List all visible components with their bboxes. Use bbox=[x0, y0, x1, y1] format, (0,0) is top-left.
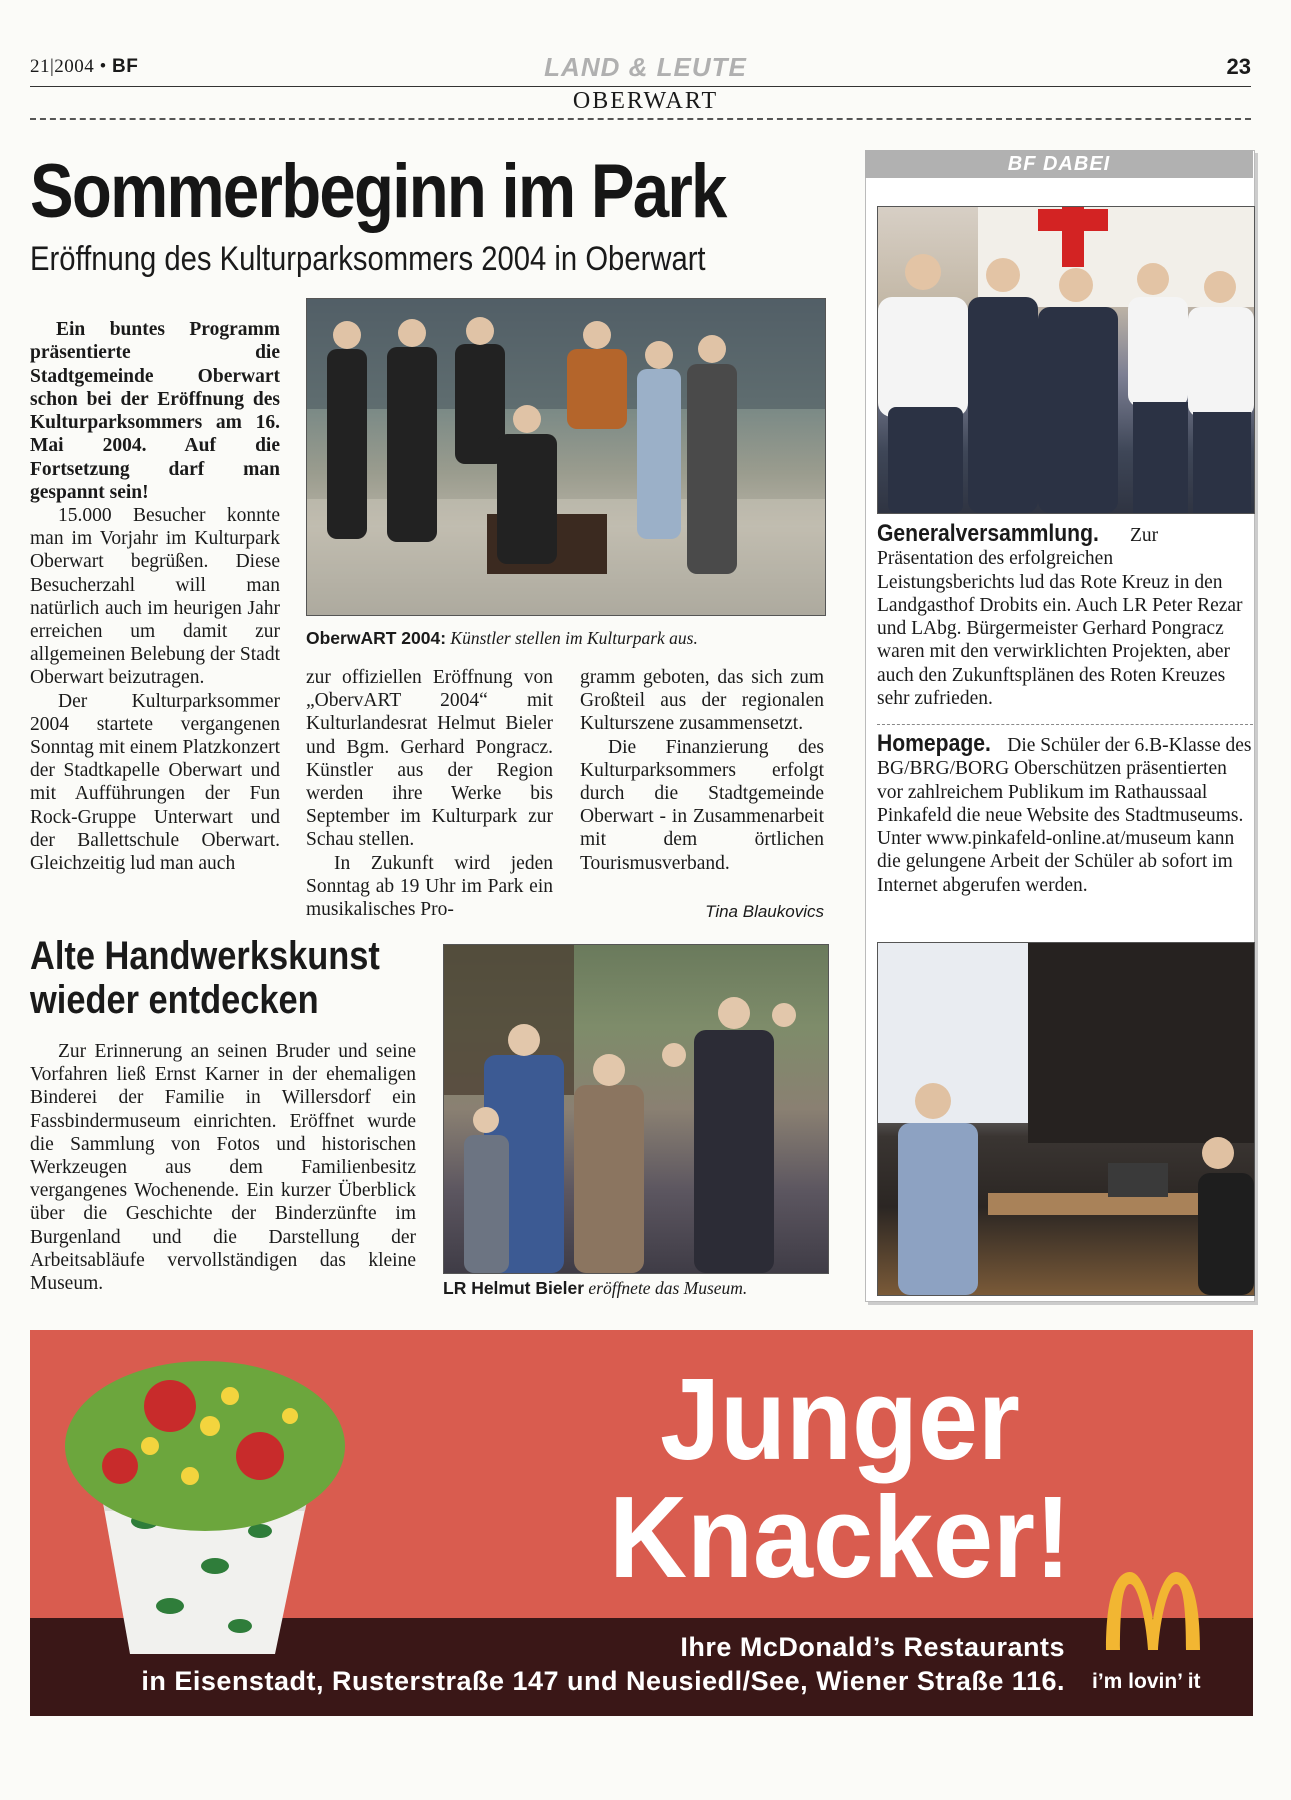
paragraph: 15.000 Besucher konnte man im Vorjahr im Kulturpark Oberwart begrüßen. Diese Besucherzahl will man natürlich auch im heurigen Jahr erreichen um damit zur allgemeinen Belebung der Stadt Oberwart beizutragen. bbox=[30, 505, 280, 689]
red-cross-photo-illustration bbox=[878, 207, 1254, 513]
sidebar-item-title: Homepage. bbox=[877, 730, 991, 757]
museum-opening-photo bbox=[443, 944, 829, 1274]
sidebar-tab-label: BF DABEI bbox=[1007, 153, 1111, 175]
headline-line: wieder entdecken bbox=[30, 978, 319, 1022]
ad-headline bbox=[580, 1354, 1101, 1602]
paragraph: zur offiziellen Eröffnung von „ObervART 2004“ mit Kulturlandesrat Helmut Bieler und Bgm. Gerhard Pongracz. Künstler aus der Region werden ihre Werke bis September im Kulturpark zur Schau stellen. bbox=[306, 667, 553, 851]
issue-number: 21|2004 bbox=[30, 56, 95, 77]
artists-photo-illustration bbox=[307, 299, 825, 615]
photo-caption bbox=[443, 1278, 747, 1299]
caption-label: OberwART 2004: bbox=[306, 628, 447, 648]
caption-text: eröffnete das Museum. bbox=[588, 1278, 748, 1298]
golden-arches-logo-icon bbox=[1102, 1570, 1204, 1652]
paragraph: Der Kulturparksommer 2004 startete vergangenen Sonntag mit einem Platzkonzert der Stadtkapelle Oberwart und mit Aufführungen der Fun Rock-Gruppe Unterwart und der Ballettschule Oberwart. Gleichzeitig lud man auch bbox=[30, 690, 280, 875]
red-cross-photo bbox=[877, 206, 1255, 514]
header-divider bbox=[30, 118, 1251, 120]
sidebar-item-title: Generalversammlung. bbox=[877, 520, 1099, 547]
headline-line: Alte Handwerkskunst bbox=[30, 934, 380, 978]
ad-text-line: in Eisenstadt, Rusterstraße 147 und Neusiedl/See, Wiener Straße 116. bbox=[141, 1666, 1065, 1696]
artists-group-photo bbox=[306, 298, 826, 616]
sidebar-item-text: Die Schüler der 6.B-Klasse des BG/BRG/BORG Oberschützen präsentierten vor zahlreichem Publikum im Rathaussaal Pinkafeld die neue Website des Stadtmuseums. Unter www.pinkafeld-online.at/museum kann die gelungene Arbeit der Schüler ab sofort im Internet abgerufen werden. bbox=[877, 735, 1252, 896]
page-number: 23 bbox=[1226, 54, 1251, 79]
ad-text-line: Ihre McDonald’s Restaurants bbox=[680, 1632, 1065, 1662]
article2-headline bbox=[30, 934, 380, 1022]
caption-text: Künstler stellen im Kulturpark aus. bbox=[450, 628, 698, 648]
paper-name: BF bbox=[111, 56, 139, 77]
ad-headline-line: Junger bbox=[660, 1354, 1020, 1484]
salad-cup-image bbox=[60, 1336, 380, 1654]
author-byline: Tina Blaukovics bbox=[705, 902, 824, 921]
golden-arches-shape bbox=[1102, 1570, 1204, 1652]
article-headline: Sommerbeginn im Park bbox=[30, 149, 726, 234]
paragraph: Die Finanzierung des Kulturparksommers erfolgt durch die Stadtgemeinde Oberwart - in Zusammenarbeit mit dem örtlichen Tourismusverband. bbox=[580, 736, 824, 874]
sidebar-item-homepage bbox=[877, 732, 1253, 897]
ad-headline-line: Knacker! bbox=[609, 1472, 1071, 1602]
article-subhead: Eröffnung des Kulturparksommers 2004 in Oberwart bbox=[30, 240, 706, 278]
sidebar-item-general-assembly bbox=[877, 522, 1253, 710]
article-column-1 bbox=[30, 504, 280, 875]
sidebar-tab bbox=[865, 150, 1253, 178]
website-presentation-photo bbox=[877, 942, 1255, 1296]
article2-body bbox=[30, 1040, 416, 1295]
paragraph: In Zukunft wird jeden Sonntag ab 19 Uhr im Park ein musikalisches Pro- bbox=[306, 852, 553, 921]
paragraph: Zur Erinnerung an seinen Bruder und seine Vorfahren ließ Ernst Karner in der ehemaligen Binderei der Familie in Willersdorf ein Fassbindermuseum einrichten. Eröffnet wurde die Sammlung von Fotos und historischen Werkzeugen aus dem Familienbesitz vergangenes Wochenende. Ein kurzer Überblick über die Geschichte der Binderzünfte im Burgenland und die Darstellung der Arbeitsabläufe vervollständigen das kleine Museum. bbox=[30, 1041, 416, 1295]
paragraph: gramm geboten, das sich zum Großteil aus der regionalen Kulturszene zusammensetzt. bbox=[580, 667, 824, 735]
section-title: LAND & LEUTE bbox=[544, 52, 747, 82]
presentation-photo-illustration bbox=[878, 943, 1254, 1295]
article-column-2 bbox=[306, 666, 553, 921]
bullet: • bbox=[99, 56, 107, 77]
ad-slogan: i’m lovin’ it bbox=[1092, 1670, 1201, 1693]
caption-label: LR Helmut Bieler bbox=[443, 1278, 584, 1298]
header-rule bbox=[30, 86, 1251, 87]
photo-caption bbox=[306, 628, 826, 649]
article-column-3 bbox=[580, 666, 824, 875]
sidebar-divider bbox=[877, 724, 1253, 725]
museum-photo-illustration bbox=[444, 945, 828, 1273]
subsection-title: OBERWART bbox=[572, 88, 719, 114]
sidebar-item-text: Zur Präsentation des erfolgreichen Leistungsberichts lud das Rote Kreuz in den Landgasthof Drobits ein. Auch LR Peter Rezar und LAbg. Bürgermeister Gerhard Pongracz waren mit den verwirklichten Projekten, aber auch den Zukunftsplänen des Roten Kreuzes sehr zufrieden. bbox=[877, 525, 1243, 710]
salad-cup-illustration bbox=[60, 1336, 380, 1654]
article-lead: Ein buntes Programm präsentierte die Stadtgemeinde Oberwart schon bei der Eröffnung des Kulturparksommers am 16. Mai 2004. Auf die Fortsetzung darf man gespannt sein! bbox=[30, 319, 280, 504]
